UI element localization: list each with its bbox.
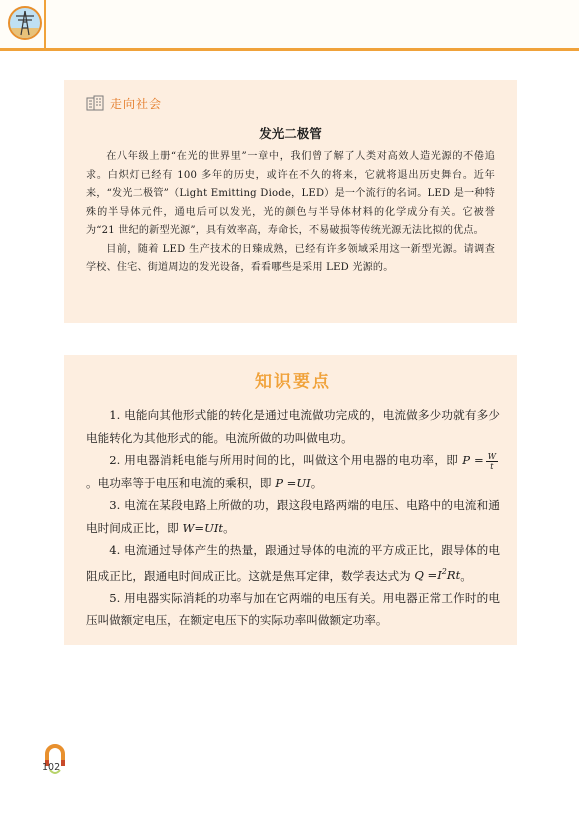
- page-header: [0, 0, 579, 51]
- fraction-numerator: W: [487, 451, 497, 461]
- header-divider: [44, 0, 46, 48]
- power-formula-lhs: P =: [462, 453, 484, 467]
- article-paragraph: 在八年级上册“在光的世界里”一章中，我们曾了解了人类对高效人造光源的不倦追求。白炽灯已经有 100 多年的历史，或许在不久的将来，它就将退出历史舞台。近年来，“发光二极管”（Light Emitting Diode，LED）是一个流行的名词。LED 是一种特殊的半导体元件，通电后可以发光，光的颜色与半导体材料的化学成分有关。它被誉为“21 世纪的新型光源”，具有效率高，寿命长，不易破损等传统光源无法比拟的优点。: [86, 151, 495, 236]
- building-icon: [86, 95, 104, 111]
- point-2: [86, 449, 500, 494]
- society-box: [64, 80, 517, 323]
- society-header: [86, 94, 495, 112]
- point-4-text: 。: [460, 568, 472, 583]
- point-2-text: 。: [310, 475, 323, 490]
- power-fraction: [486, 452, 498, 471]
- point-4-text: 4. 电流通过导体产生的热量，跟通过导体的电流的平方成正比，跟导体的电阻成正比，跟通电时间成正比。这就是焦耳定律，数学表达式为: [86, 543, 500, 583]
- points-title: 知识要点: [255, 372, 331, 392]
- power-tower-icon: [8, 6, 42, 40]
- point-2-text: 。电功率等于电压和电流的乘积，即: [86, 475, 276, 490]
- fraction-denominator: t: [490, 461, 494, 471]
- article-paragraph: 目前，随着 LED 生产技术的日臻成熟，已经有许多领域采用这一新型光源。请调查学校、住宅、街道周边的发光设备，看看哪些是采用 LED 光源的。: [86, 243, 495, 273]
- point-3-text: 3. 电流在某段电路上所做的功，跟这段电路两端的电压、电路中的电流和通电时间成正比，即: [86, 498, 500, 535]
- point-1: 1. 电能向其他形式能的转化是通过电流做功完成的，电流做多少功就有多少电能转化为其他形式的能。电流所做的功叫做电功。: [86, 408, 500, 445]
- point-5: 5. 用电器实际消耗的功率与加在它两端的电压有关。用电器正常工作时的电压叫做额定电压，在额定电压下的实际功率叫做额定功率。: [86, 590, 500, 628]
- power-formula-ui: P =UI: [275, 475, 311, 490]
- joule-formula-b: Rt: [446, 568, 461, 583]
- section-label: 走向社会: [110, 96, 163, 111]
- joule-formula-a: Q =I: [414, 568, 442, 583]
- point-4: [86, 539, 500, 587]
- point-3: [86, 494, 500, 539]
- point-3-text: 。: [223, 520, 235, 535]
- joule-formula-exponent: 2: [441, 567, 447, 577]
- point-2-text: 2. 用电器消耗电能与所用时间的比，叫做这个用电器的电功率，即: [109, 453, 463, 467]
- joule-formula: [414, 568, 460, 582]
- knowledge-points-box: [64, 355, 517, 645]
- article-title: 发光二极管: [259, 126, 322, 141]
- work-formula: W=UIt: [182, 520, 224, 535]
- page-number: 102: [42, 762, 61, 773]
